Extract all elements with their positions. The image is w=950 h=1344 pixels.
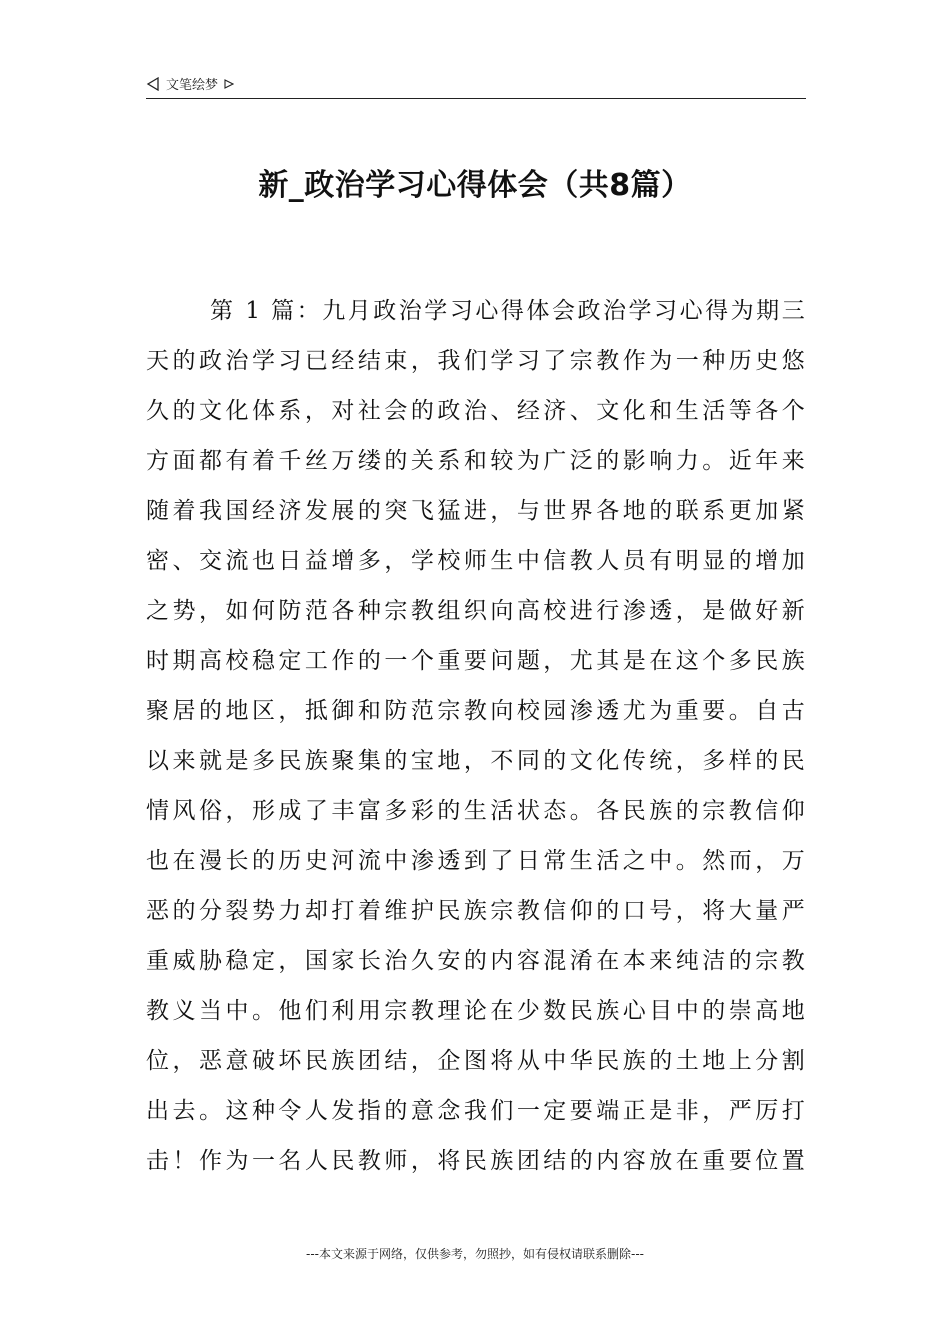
triangle-right-icon <box>224 79 234 89</box>
text-line: 第 1 篇：九月政治学习心得体会政治学习心得为期三 <box>210 298 806 324</box>
header-label: 文笔绘梦 <box>166 78 219 93</box>
text-line: 恶的分裂势力却打着维护民族宗教信仰的口号，将大量严 <box>146 898 806 924</box>
text-line: 位，恶意破坏民族团结，企图将从中华民族的土地上分割 <box>146 1048 806 1074</box>
text-line: 时期高校稳定工作的一个重要问题，尤其是在这个多民族 <box>146 648 806 674</box>
text-line: 出去。这种令人发指的意念我们一定要端正是非，严厉打 <box>146 1098 806 1124</box>
text-line: 方面都有着千丝万缕的关系和较为广泛的影响力。近年来 <box>146 448 806 474</box>
text-line: 以来就是多民族聚集的宝地，不同的文化传统，多样的民 <box>146 748 806 774</box>
triangle-left-icon <box>146 77 160 91</box>
text-line: 重威胁稳定，国家长治久安的内容混淆在本来纯洁的宗教 <box>146 948 806 974</box>
text-line: 击！作为一名人民教师，将民族团结的内容放在重要位置 <box>146 1148 806 1174</box>
document-title: 新_政治学习心得体会（共8篇） <box>258 168 692 203</box>
text-line: 情风俗，形成了丰富多彩的生活状态。各民族的宗教信仰 <box>146 798 806 824</box>
text-line: 之势，如何防范各种宗教组织向高校进行渗透，是做好新 <box>146 598 806 624</box>
text-line: 聚居的地区，抵御和防范宗教向校园渗透尤为重要。自古 <box>146 698 806 724</box>
text-line: 教义当中。他们利用宗教理论在少数民族心目中的崇高地 <box>146 998 806 1024</box>
text-line: 久的文化体系，对社会的政治、经济、文化和生活等各个 <box>146 398 806 424</box>
text-line: 随着我国经济发展的突飞猛进，与世界各地的联系更加紧 <box>146 498 806 524</box>
text-line: 也在漫长的历史河流中渗透到了日常生活之中。然而，万 <box>146 848 806 874</box>
footer-note: ---本文来源于网络，仅供参考，勿照抄，如有侵权请联系删除--- <box>306 1247 644 1261</box>
document-body <box>146 286 806 1186</box>
page-header <box>146 72 806 99</box>
text-line: 密、交流也日益增多，学校师生中信教人员有明显的增加 <box>146 548 806 574</box>
text-line: 天的政治学习已经结束，我们学习了宗教作为一种历史悠 <box>146 348 806 374</box>
